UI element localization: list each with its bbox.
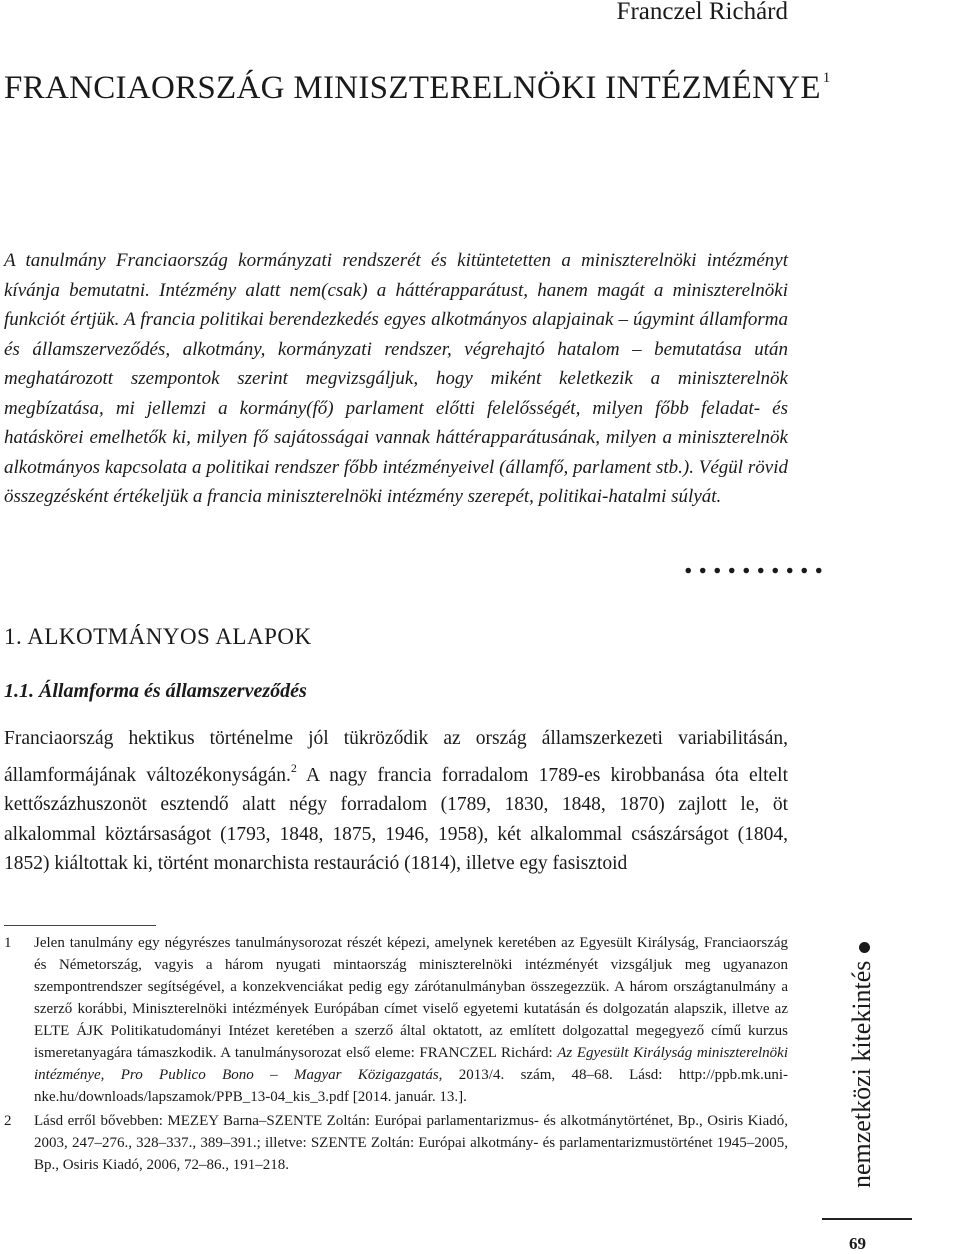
section-heading: 1. ALKOTMÁNYOS ALAPOK <box>4 624 312 649</box>
page-number: 69 <box>849 1234 866 1253</box>
body-footnote-ref[interactable]: 2 <box>290 760 297 775</box>
footnote-italic-text: Az Egyesült Királyság miniszterelnöki intézménye, Pro Publico Bono – Magyar Közigazgatás, <box>34 1045 789 1083</box>
title-footnote-ref[interactable]: 1 <box>822 70 831 86</box>
section-separator: .......... <box>684 544 829 581</box>
abstract-text: A tanulmány Franciaország kormányzati rendszerét és kitüntetetten a miniszterelnöki intézményt kívánja bemutatni. Intézmény alatt nem(csak) a háttérapparátust, hanem magát a miniszterelnöki funkciót értjük. A francia politikai berendezkedés egyes alkotmányos alapjainak – úgymint államforma és államszerveződés, alkotmány, kormányzati rendszer, végrehajtó hatalom – bemutatása után meghatározott szempontok szerint megvizsgáljuk, hogy miként keletkezik a miniszterelnök megbízatása, mi jellemzi a kormány(fő) parlament előtti felelősségét, milyen főbb feladat- és hatáskörei emelhetők ki, milyen fő sajátosságai vannak háttérapparátusának, milyen a miniszterelnök alkotmányos kapcsolata a politikai rendszer főbb intézményeivel (államfő, parlament stb.). Végül rövid összegzésként értékeljük a francia miniszterelnöki intézmény szerepét, politikai-hatalmi súlyát. <box>4 250 788 507</box>
body-text <box>4 724 788 879</box>
page-number-rule <box>822 1218 912 1220</box>
footnotes <box>4 932 788 1178</box>
article-title-text: FRANCIAORSZÁG MINISZTERELNÖKI INTÉZMÉNYE <box>4 70 821 106</box>
bullet-dot-icon <box>859 942 870 953</box>
footnote-1 <box>4 932 788 1108</box>
abstract <box>4 246 788 512</box>
journal-section-label <box>840 948 884 1188</box>
body-text-part1: Franciaország hektikus történelme jól tükröződik az ország államszerkezeti variabilitásán, államformájának változékonyságán. <box>4 728 788 786</box>
footnote-text-tail: 2013/4. szám, 48–68. Lásd: http://ppb.mk.uni-nke.hu/downloads/lapszamok/PPB_13-04_kis_3.pdf [2014. január. 13.]. <box>34 1067 788 1105</box>
footnote-text: Jelen tanulmány egy négyrészes tanulmánysorozat részét képezi, amelynek keretében az Egyesült Királyság, Franciaország és Németország, vagyis a három nyugati mintaország miniszterelnöki intézményét vizsgáljuk meg ugyanazon szempontrendszer segítségével, a konzekvenciákat pedig egy zárótanulmányban összegezzük. A három országtanulmány a szerző korábbi, Miniszterelnöki intézmények Európában címet viselő egyetemi kutatásán és dolgozatán alapszik, illetve az ELTE ÁJK Politikatudományi Intézet keretében a szerző által oktatott, az említett dolgozattal megegyező című kurzus ismeretanyagára támaszkodik. A tanulmánysorozat első eleme: FRANCZEL Richárd: <box>34 935 788 1061</box>
footnote-number: 2 <box>4 1113 12 1129</box>
journal-section-text: nemzetközi kitekintés <box>847 960 876 1188</box>
subsection-heading: 1.1. Államforma és államszerveződés <box>4 680 307 702</box>
footnote-2 <box>4 1110 788 1176</box>
article-title <box>4 70 831 107</box>
footnote-text: Lásd erről bővebben: MEZEY Barna–SZENTE Zoltán: Európai parlamentarizmus- és alkotmánytörténet, Bp., Osiris Kiadó, 2003, 247–276., 328–337., 389–391.; illetve: SZENTE Zoltán: Európai alkotmány- és parlamentarizmustörténet 1945–2005, Bp., Osiris Kiadó, 2006, 72–86., 191–218. <box>34 1113 788 1173</box>
footnote-divider <box>4 925 156 926</box>
footnote-number: 1 <box>4 935 12 951</box>
journal-sidebar <box>836 948 880 1188</box>
body-text-part2: A nagy francia forradalom 1789-es kirobbanása óta eltelt kettőszázhuszonöt esztendő alatt négy forradalom (1789, 1830, 1848, 1870) zajlott le, öt alkalommal köztársaságot (1793, 1848, 1875, 1946, 1958), két alkalommal császárságot (1804, 1852) kiáltottak ki, történt monarchista restauráció (1814), illetve egy fasisztoid <box>4 764 788 874</box>
body-paragraph <box>4 724 788 879</box>
author-name: Franczel Richárd <box>616 0 788 25</box>
